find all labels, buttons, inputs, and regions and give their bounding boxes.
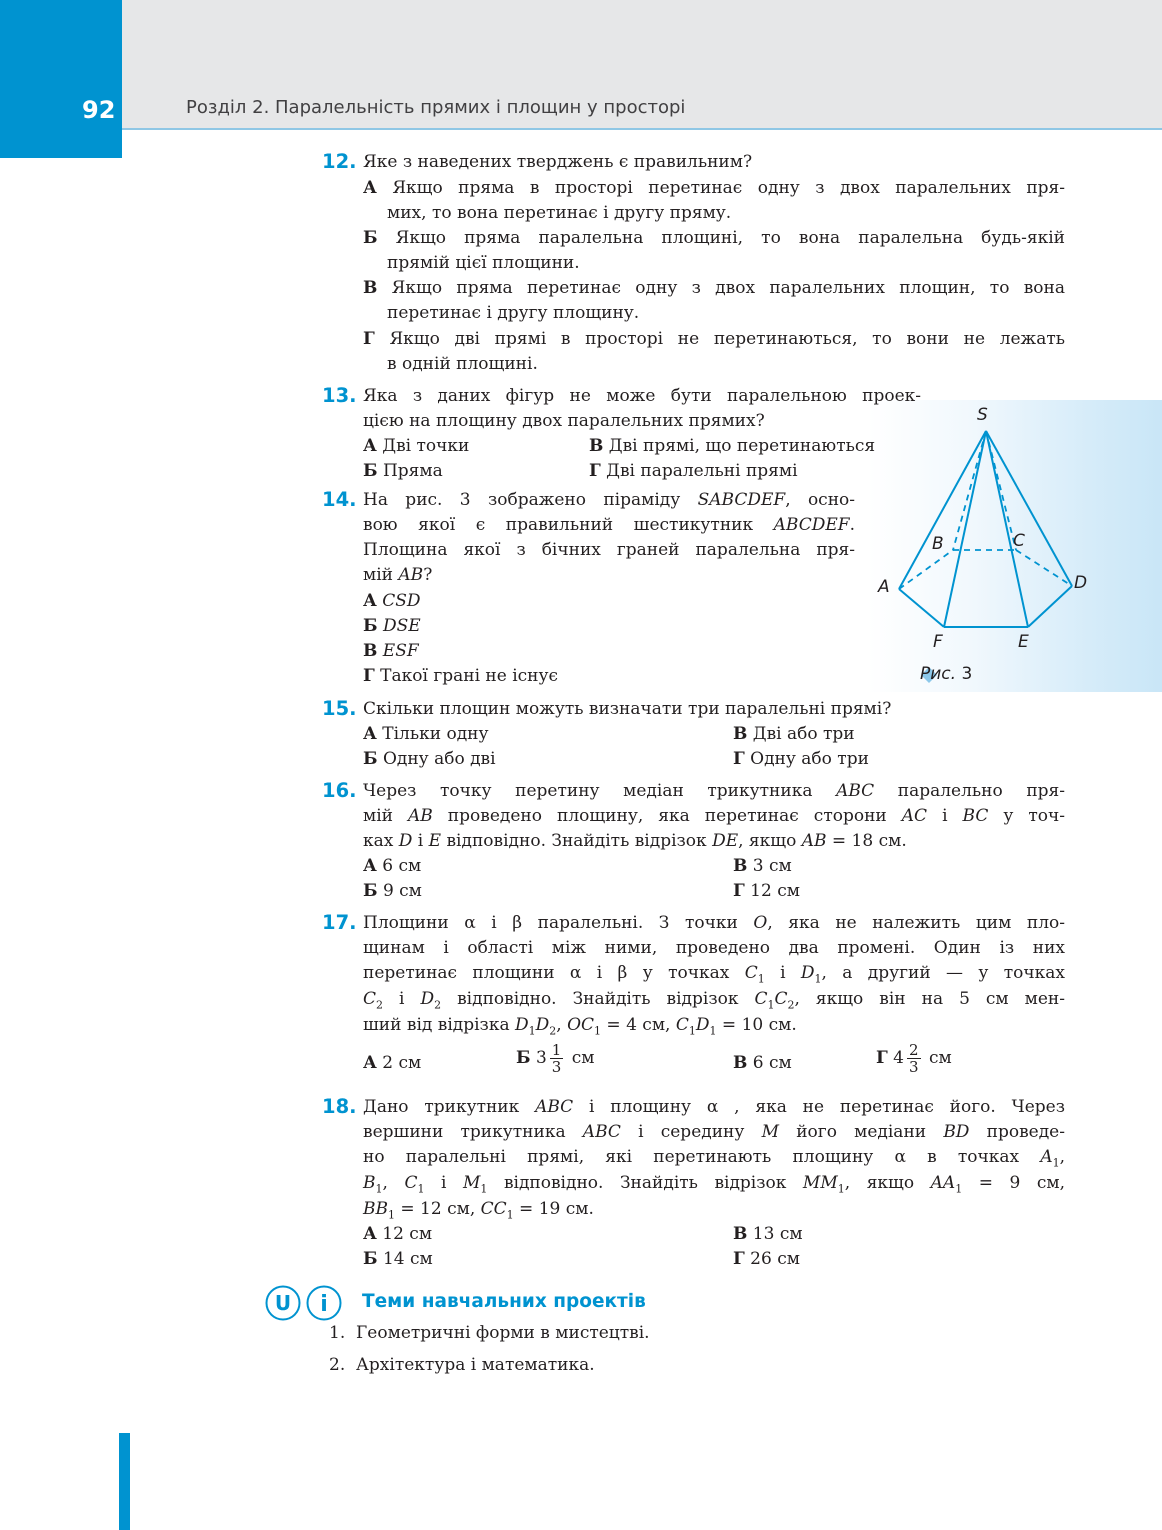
svg-text:i: i — [320, 1292, 328, 1317]
edge-SF — [944, 431, 986, 627]
option-c: В Дві прямі, що перетинаються — [589, 436, 876, 456]
label-B: B — [932, 534, 944, 554]
option-a-cont: мих, то вона перетинає і другу пряму. — [387, 203, 732, 223]
pyramid-figure — [868, 400, 1162, 692]
problem-number: 14. — [322, 488, 357, 511]
edge-AB — [899, 550, 953, 589]
option-a: А 12 см — [363, 1224, 433, 1244]
question-text-3: но паралельні прямі, які перетинають площину α в точках $A_1$, — [363, 1147, 1065, 1170]
projects-info-icon — [306, 1285, 342, 1321]
option-c-cont: перетинає і другу площину. — [387, 303, 640, 323]
problem-number: 13. — [322, 384, 357, 407]
option-c: В Якщо пряма перетинає одну з двох паралельних площин, то вона — [363, 278, 1065, 298]
option-c: В ESF — [363, 641, 419, 661]
projects-u-icon — [265, 1285, 301, 1321]
option-d: Г Такої грані не існує — [363, 666, 559, 686]
question-text-3: перетинає площини α і β у точках $C_1$ і $D_1$, а другий — у точках — [363, 963, 1065, 986]
option-a: А Тільки одну — [363, 724, 489, 744]
project-item-1: 1. Геометричні форми в мистецтві. — [329, 1323, 650, 1343]
edge-AF — [899, 589, 944, 627]
question-text: Яка з даних фігур не може бути паралельною проек- — [363, 386, 921, 406]
figure-caption: Рис. 3 — [920, 664, 973, 684]
problem-number: 17. — [322, 911, 357, 934]
label-A: A — [878, 577, 890, 597]
option-b: Б 9 см — [363, 881, 422, 901]
question-text-cont: цією на площину двох паралельних прямих? — [363, 411, 765, 431]
question-text-2: вершини трикутника ABC і середину M його медіани BD проведе- — [363, 1122, 1065, 1142]
edge-SD — [986, 431, 1072, 586]
question-text: На рис. 3 зображено піраміду SABCDEF, осно- — [363, 490, 856, 510]
option-a: А Якщо пряма в просторі перетинає одну з двох паралельних пря- — [363, 178, 1066, 198]
question-text: Дано трикутник ABC і площину α , яка не перетинає його. Через — [363, 1097, 1066, 1117]
question-text-5: ший від відрізка $D_1D_2$, $OC_1 = 4$ см, $C_1D_1 = 10$ см. — [363, 1015, 797, 1038]
question-text-4: мій AB? — [363, 565, 433, 585]
option-d: Г Одну або три — [733, 749, 869, 769]
option-a: А 2 см — [363, 1053, 422, 1073]
project-item-2: 2. Архітектура і математика. — [329, 1355, 595, 1375]
option-b: Б DSE — [363, 616, 421, 636]
problem-number: 12. — [322, 150, 357, 173]
option-a: А CSD — [363, 591, 421, 611]
option-b-cont: прямій цієї площини. — [387, 253, 580, 273]
option-d: Г 4 $\frac{2}{3}$ см — [876, 1041, 952, 1076]
option-c: В Дві або три — [733, 724, 855, 744]
option-b: Б 14 см — [363, 1249, 433, 1269]
edge-SA — [899, 431, 986, 589]
label-E: E — [1018, 632, 1029, 652]
question-text-3: ках D і E відповідно. Знайдіть відрізок DE, якщо AB = 18 см. — [363, 831, 907, 851]
question-text: Площини α і β паралельні. З точки O, яка не належить цим пло- — [363, 913, 1065, 933]
option-d: Г 12 см — [733, 881, 800, 901]
question-text-4: $B_1$, $C_1$ і $M_1$ відповідно. Знайдіть відрізок $MM_1$, якщо $AA_1 = 9$ см, — [363, 1173, 1066, 1196]
running-head: Розділ 2. Паралельність прямих і площин у просторі — [186, 97, 686, 118]
option-a: А 6 см — [363, 856, 422, 876]
label-F: F — [933, 632, 943, 652]
option-b: Б Пряма — [363, 461, 443, 481]
option-b: Б 3 $\frac{1}{3}$ см — [516, 1041, 595, 1076]
problem-number: 15. — [322, 697, 357, 720]
question-text-2: мій AB проведено площину, яка перетинає сторони AC і BC у точ- — [363, 806, 1066, 826]
problem-number: 16. — [322, 779, 357, 802]
option-a: А Дві точки — [363, 436, 470, 456]
question-text: Яке з наведених тверджень є правильним? — [363, 152, 753, 172]
option-d: Г Якщо дві прямі в просторі не перетинаються, то вони не лежать — [363, 329, 1065, 349]
svg-text:U: U — [274, 1291, 292, 1315]
question-text-2: вою якої є правильний шестикутник ABCDEF. — [363, 515, 855, 535]
edge-SB — [953, 431, 986, 550]
question-text-4: $C_2$ і $D_2$ відповідно. Знайдіть відрізок $C_1C_2$, якщо він на 5 см мен- — [363, 989, 1065, 1012]
option-d-cont: в одній площині. — [387, 354, 538, 374]
option-c: В 13 см — [733, 1224, 803, 1244]
edge-ED — [1028, 586, 1072, 627]
edge-CD — [1016, 550, 1072, 586]
option-c: В 6 см — [733, 1053, 792, 1073]
edge-SE — [986, 431, 1028, 627]
question-text: Через точку перетину медіан трикутника ABC паралельно пря- — [363, 781, 1066, 801]
question-text-3: Площина якої з бічних граней паралельна пря- — [363, 540, 855, 560]
question-text-2: щинам і області між ними, проведено два промені. Один із них — [363, 938, 1065, 958]
page-number-tab — [0, 0, 122, 158]
option-c: В 3 см — [733, 856, 792, 876]
label-C: C — [1013, 531, 1025, 551]
option-d: Г Дві паралельні прямі — [589, 461, 798, 481]
label-S: S — [977, 405, 988, 425]
question-text-5: $BB_1 = 12$ см, $CC_1 = 19$ см. — [363, 1199, 594, 1222]
question-text: Скільки площин можуть визначати три паралельні прямі? — [363, 699, 892, 719]
problem-number: 18. — [322, 1095, 357, 1118]
header-rule — [122, 128, 1162, 130]
option-d: Г 26 см — [733, 1249, 800, 1269]
option-b: Б Одну або дві — [363, 749, 496, 769]
bottom-accent-bar — [119, 1433, 130, 1530]
option-b: Б Якщо пряма паралельна площині, то вона паралельна будь-якій — [363, 228, 1066, 248]
page-number: 92 — [82, 96, 116, 124]
projects-title: Теми навчальних проектів — [362, 1291, 646, 1312]
label-D: D — [1074, 573, 1088, 593]
